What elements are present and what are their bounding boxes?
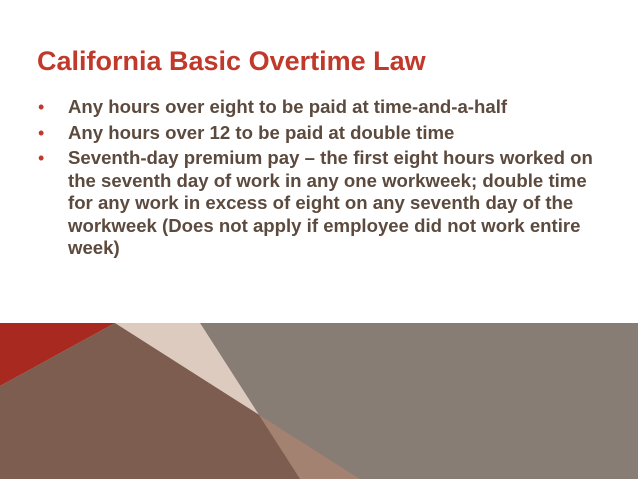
bullet-text: Any hours over eight to be paid at time-and-a-half [68,96,508,117]
bullet-dot-icon: • [38,122,45,143]
bullet-item [24,122,594,145]
slide-title: California Basic Overtime Law [37,46,426,76]
bullet-dot-icon: • [38,148,45,168]
bullet-item [24,147,594,260]
bullet-list [24,96,594,263]
bullet-item [24,96,594,119]
bullet-text: Any hours over 12 to be paid at double time [68,121,455,143]
bullet-dot-icon: • [38,97,45,117]
bullet-text: Seventh-day premium pay – the first eight hours worked on the seventh day of work in any one workweek; double time for any work in excess of eight on any seventh day of the workweek (Does not apply if employee did not work entire week) [68,147,593,258]
